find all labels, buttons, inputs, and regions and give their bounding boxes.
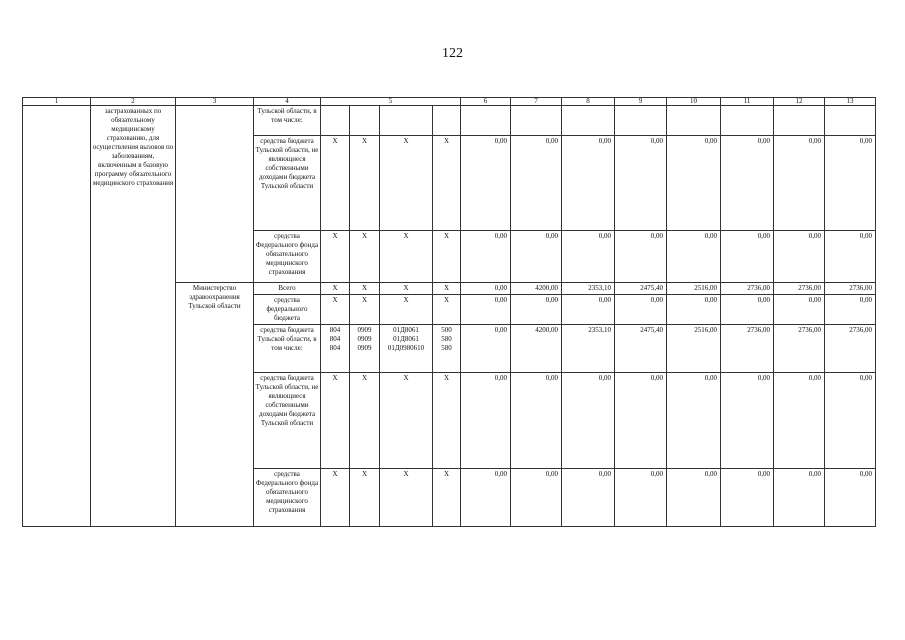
value-cell: 0,00 <box>721 373 774 469</box>
code-cell: X <box>321 136 350 231</box>
value-cell: 0,00 <box>825 231 876 283</box>
row-label: средства Федерального фонда обязательного медицинского страхования <box>254 231 321 283</box>
row-label: средства бюджета Тульской области, не являющиеся собственными доходами бюджета Тульской области <box>254 373 321 469</box>
code-cell: X <box>350 136 380 231</box>
value-cell: 0,00 <box>721 231 774 283</box>
value-cell: 0,00 <box>511 469 562 527</box>
row-label: средства Федерального фонда обязательного медицинского страхования <box>254 469 321 527</box>
value-cell: 4200,00 <box>511 283 562 295</box>
code-cell: X <box>433 373 461 469</box>
code-cell: X <box>433 295 461 325</box>
col3-empty-cell <box>176 106 254 283</box>
value-cell: 2475,40 <box>615 325 667 373</box>
value-cell: 0,00 <box>667 136 721 231</box>
value-cell: 2475,40 <box>615 283 667 295</box>
value-cell <box>774 106 825 136</box>
row-label: Тульской области, в том числе: <box>254 106 321 136</box>
code-cell <box>380 106 433 136</box>
code-cell: 01Д8061 01Д8061 01Д0980610 <box>380 325 433 373</box>
value-cell: 0,00 <box>511 231 562 283</box>
value-cell: 0,00 <box>562 373 615 469</box>
header-cell: 13 <box>825 98 876 106</box>
value-cell: 2353,10 <box>562 325 615 373</box>
value-cell <box>721 106 774 136</box>
header-cell: 11 <box>721 98 774 106</box>
value-cell: 4200,00 <box>511 325 562 373</box>
code-cell: X <box>380 231 433 283</box>
value-cell: 0,00 <box>774 136 825 231</box>
value-cell <box>825 106 876 136</box>
header-cell: 1 <box>23 98 91 106</box>
value-cell: 0,00 <box>721 469 774 527</box>
value-cell: 0,00 <box>667 231 721 283</box>
page-number: 122 <box>442 46 463 61</box>
value-cell: 2736,00 <box>774 325 825 373</box>
value-cell: 0,00 <box>774 295 825 325</box>
header-cell: 5 <box>321 98 461 106</box>
value-cell: 0,00 <box>721 295 774 325</box>
code-cell <box>321 106 350 136</box>
header-cell: 8 <box>562 98 615 106</box>
value-cell: 0,00 <box>825 136 876 231</box>
header-cell: 10 <box>667 98 721 106</box>
code-cell: X <box>321 469 350 527</box>
code-cell: X <box>350 373 380 469</box>
value-cell <box>562 106 615 136</box>
code-cell: X <box>380 373 433 469</box>
col2-description: застрахованных по обязательному медицинскому страхованию, для осуществления вызовов по заболеваниям, включенным в базовую программу обязательного медицинского страхования <box>91 106 176 527</box>
value-cell: 0,00 <box>615 469 667 527</box>
code-cell: X <box>433 469 461 527</box>
value-cell: 2516,00 <box>667 283 721 295</box>
value-cell: 0,00 <box>825 469 876 527</box>
value-cell: 0,00 <box>511 295 562 325</box>
code-cell: X <box>380 295 433 325</box>
value-cell <box>461 106 511 136</box>
value-cell: 0,00 <box>511 373 562 469</box>
value-cell: 0,00 <box>615 231 667 283</box>
code-cell: X <box>433 231 461 283</box>
header-cell: 4 <box>254 98 321 106</box>
header-cell: 6 <box>461 98 511 106</box>
code-cell: X <box>433 283 461 295</box>
value-cell: 0,00 <box>461 469 511 527</box>
value-cell: 0,00 <box>562 295 615 325</box>
code-cell: X <box>380 469 433 527</box>
value-cell: 0,00 <box>562 231 615 283</box>
value-cell: 0,00 <box>774 231 825 283</box>
code-cell <box>350 106 380 136</box>
code-cell: X <box>380 283 433 295</box>
code-cell: 804 804 804 <box>321 325 350 373</box>
value-cell: 0,00 <box>461 283 511 295</box>
value-cell <box>667 106 721 136</box>
code-cell: 0909 0909 0909 <box>350 325 380 373</box>
code-cell: 500 580 580 <box>433 325 461 373</box>
value-cell: 2736,00 <box>721 325 774 373</box>
value-cell: 2736,00 <box>825 283 876 295</box>
value-cell: 0,00 <box>615 136 667 231</box>
code-cell: X <box>321 373 350 469</box>
value-cell <box>615 106 667 136</box>
value-cell: 0,00 <box>461 136 511 231</box>
value-cell: 2736,00 <box>774 283 825 295</box>
row-label: Всего <box>254 283 321 295</box>
value-cell: 0,00 <box>615 295 667 325</box>
value-cell: 0,00 <box>774 373 825 469</box>
table-row <box>23 106 905 136</box>
value-cell: 0,00 <box>667 295 721 325</box>
value-cell: 0,00 <box>825 373 876 469</box>
row-label: средства бюджета Тульской области, в том числе: <box>254 325 321 373</box>
value-cell: 0,00 <box>825 295 876 325</box>
value-cell: 0,00 <box>667 373 721 469</box>
row-label: средства бюджета Тульской области, не являющиеся собственными доходами бюджета Тульской области <box>254 136 321 231</box>
value-cell <box>511 106 562 136</box>
value-cell: 0,00 <box>511 136 562 231</box>
col3-ministry: Министерство здравоохранения Тульской области <box>176 283 254 527</box>
header-cell: 2 <box>91 98 176 106</box>
code-cell <box>433 106 461 136</box>
header-cell: 12 <box>774 98 825 106</box>
value-cell: 0,00 <box>615 373 667 469</box>
col1-cell <box>23 106 91 527</box>
code-cell: X <box>350 469 380 527</box>
code-cell: X <box>321 231 350 283</box>
code-cell: X <box>350 231 380 283</box>
code-cell: X <box>321 283 350 295</box>
value-cell: 2516,00 <box>667 325 721 373</box>
value-cell: 0,00 <box>721 136 774 231</box>
value-cell: 0,00 <box>461 295 511 325</box>
budget-table <box>22 97 905 527</box>
value-cell: 0,00 <box>461 373 511 469</box>
value-cell: 0,00 <box>461 231 511 283</box>
code-cell: X <box>380 136 433 231</box>
code-cell: X <box>321 295 350 325</box>
header-cell: 3 <box>176 98 254 106</box>
row-label: средства федерального бюджета <box>254 295 321 325</box>
value-cell: 0,00 <box>667 469 721 527</box>
header-cell: 9 <box>615 98 667 106</box>
code-cell: X <box>350 295 380 325</box>
value-cell: 0,00 <box>461 325 511 373</box>
header-row <box>23 98 905 106</box>
value-cell: 0,00 <box>562 136 615 231</box>
value-cell: 0,00 <box>562 469 615 527</box>
header-cell: 7 <box>511 98 562 106</box>
code-cell: X <box>350 283 380 295</box>
value-cell: 2736,00 <box>721 283 774 295</box>
value-cell: 0,00 <box>774 469 825 527</box>
code-cell: X <box>433 136 461 231</box>
value-cell: 2736,00 <box>825 325 876 373</box>
value-cell: 2353,10 <box>562 283 615 295</box>
